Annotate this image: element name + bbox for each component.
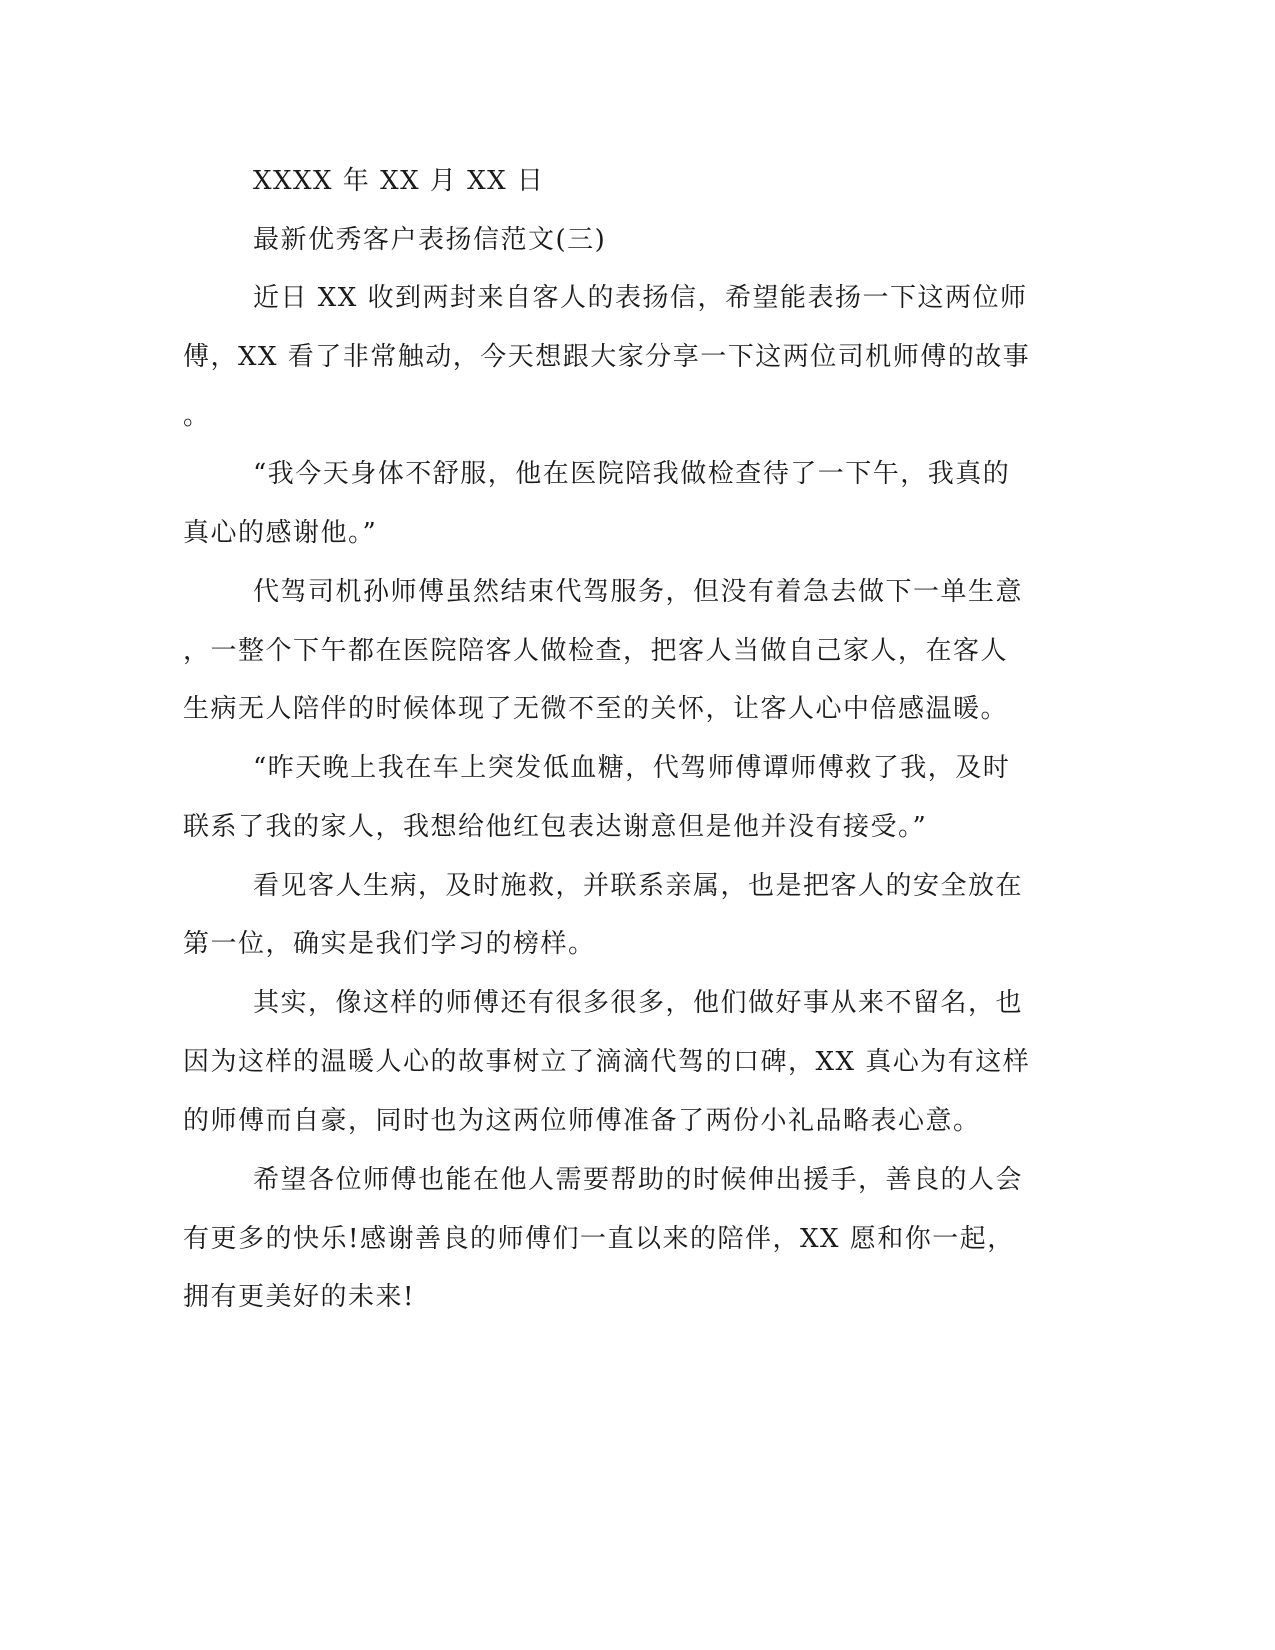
quote-line: “我今天身体不舒服，他在医院陪我做检查待了一下午，我真的 xyxy=(253,459,1011,489)
paragraph-line: ，一整个下午都在医院陪客人做检查，把客人当做自己家人，在客人 xyxy=(183,636,1009,666)
paragraph-line: 的师傅而自豪，同时也为这两位师傅准备了两份小礼品略表心意。 xyxy=(183,1106,981,1136)
paragraph-line: 近日 XX 收到两封来自客人的表扬信，希望能表扬一下这两位师 xyxy=(253,283,1028,313)
paragraph-line: 。 xyxy=(183,401,211,431)
quote-line: 联系了我的家人，我想给他红包表达谢意但是他并没有接受。” xyxy=(183,812,928,842)
paragraph-line: 因为这样的温暖人心的故事树立了滴滴代驾的口碑，XX 真心为有这样 xyxy=(183,1047,1031,1077)
document-title: 最新优秀客户表扬信范文(三) xyxy=(253,225,607,255)
date-line: XXXX 年 XX 月 XX 日 xyxy=(253,166,545,196)
paragraph-line: 傅，XX 看了非常触动，今天想跟大家分享一下这两位司机师傅的故事 xyxy=(183,342,1031,372)
paragraph-line: 生病无人陪伴的时候体现了无微不至的关怀，让客人心中倍感温暖。 xyxy=(183,694,1009,724)
paragraph-line: 拥有更美好的未来! xyxy=(183,1282,415,1312)
quote-line: “昨天晚上我在车上突发低血糖，代驾师傅谭师傅救了我，及时 xyxy=(253,753,1011,783)
paragraph-line: 代驾司机孙师傅虽然结束代驾服务，但没有着急去做下一单生意 xyxy=(253,577,1024,607)
paragraph-line: 其实，像这样的师傅还有很多很多，他们做好事从来不留名，也 xyxy=(253,988,1024,1018)
paragraph-line: 希望各位师傅也能在他人需要帮助的时候伸出援手，善良的人会 xyxy=(253,1165,1024,1195)
quote-line: 真心的感谢他。” xyxy=(183,518,378,548)
paragraph-line: 看见客人生病，及时施救，并联系亲属，也是把客人的安全放在 xyxy=(253,871,1024,901)
paragraph-line: 有更多的快乐!感谢善良的师傅们一直以来的陪伴，XX 愿和你一起， xyxy=(183,1224,1015,1254)
paragraph-line: 第一位，确实是我们学习的榜样。 xyxy=(183,929,596,959)
